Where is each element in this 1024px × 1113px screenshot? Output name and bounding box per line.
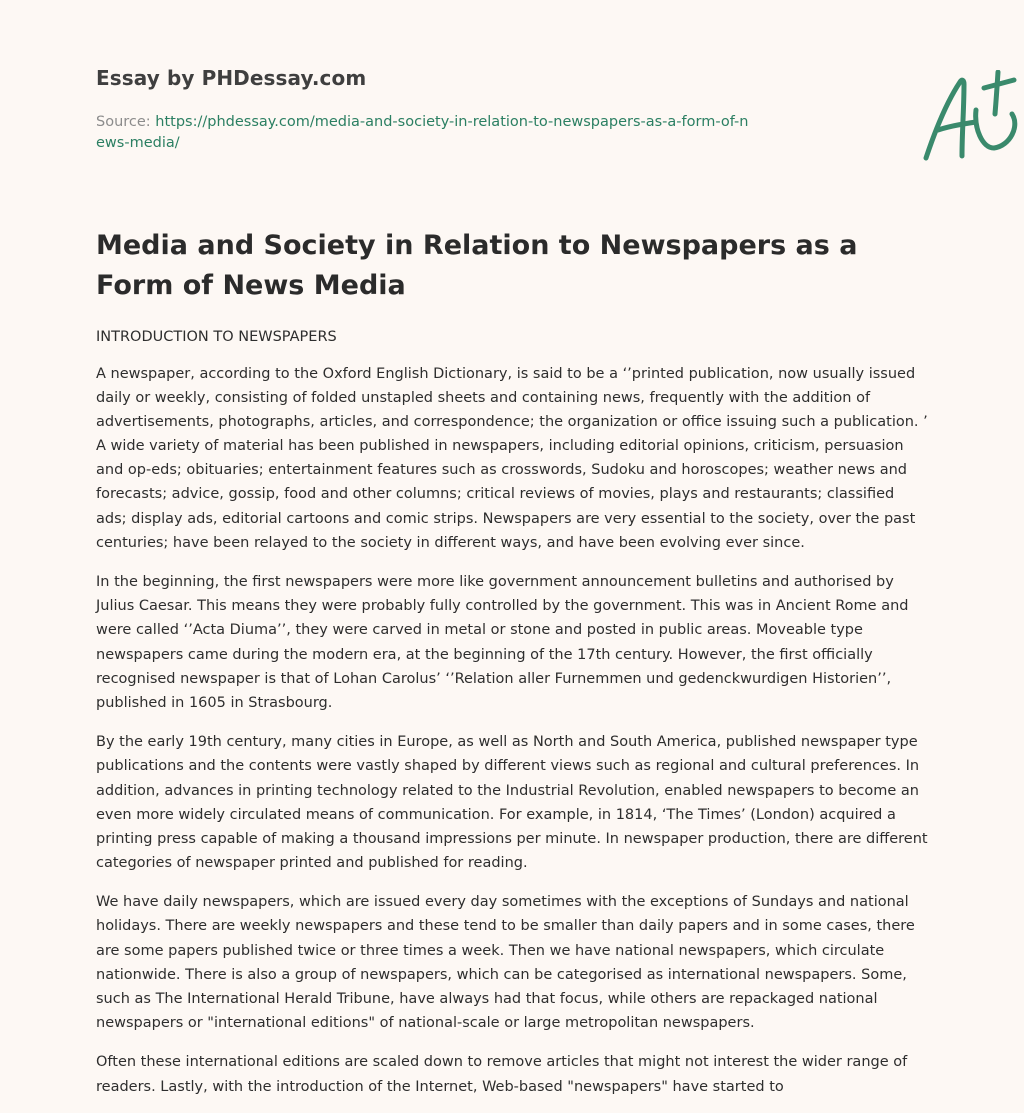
paragraph: By the early 19th century, many cities in Europe, as well as North and South America, published newspaper type publications and the contents were vastly shaped by different views such as regional and cultural preferences. In addition, advances in printing technology related to the Industrial Revolution, enabled newspapers to become an even more widely circulated means of communication. For example, in 1814, ‘The Times’ (London) acquired a printing press capable of making a thousand impressions per minute. In newspaper production, there are different categories of newspaper printed and published for reading. <box>96 734 928 871</box>
section-heading: INTRODUCTION TO NEWSPAPERS <box>96 329 337 345</box>
site-brand: Essay by PHDessay.com <box>96 66 367 90</box>
source-line <box>96 112 756 154</box>
a-plus-logo-icon <box>922 70 1022 164</box>
source-link[interactable]: https://phdessay.com/media-and-society-in-relation-to-newspapers-as-a-form-of-news-media/ <box>96 114 749 151</box>
paragraph: In the beginning, the first newspapers were more like government announcement bulletins and authorised by Julius Caesar. This means they were probably fully controlled by the government. This was in Ancient Rome and were called ‘’Acta Diuma’’, they were carved in metal or stone and posted in public areas. Moveable type newspapers came during the modern era, at the beginning of the 17th century. However, the first officially recognised newspaper is that of Lohan Carolus’ ‘’Relation aller Furnemmen und gedenckwurdigen Historien’’, published in 1605 in Strasbourg. <box>96 574 909 711</box>
paragraph: A newspaper, according to the Oxford English Dictionary, is said to be a ‘’printed publication, now usually issued daily or weekly, consisting of folded unstapled sheets and containing news, frequently with the addition of advertisements, photographs, articles, and correspondence; the organization or office issuing such a publication. ’ A wide variety of material has been published in newspapers, including editorial opinions, criticism, persuasion and op-eds; obituaries; entertainment features such as crosswords, Sudoku and horoscopes; weather news and forecasts; advice, gossip, food and other columns; critical reviews of movies, plays and restaurants; classified ads; display ads, editorial cartoons and comic strips. Newspapers are very essential to the society, over the past centuries; have been relayed to the society in different ways, and have been evolving ever since. <box>96 366 928 551</box>
article-body <box>96 362 928 1113</box>
source-label: Source: <box>96 114 151 130</box>
paragraph: Often these international editions are scaled down to remove articles that might not interest the wider range of readers. Lastly, with the introduction of the Internet, Web-based "newspapers" have started to <box>96 1054 908 1095</box>
article-title: Media and Society in Relation to Newspapers as a Form of News Media <box>96 230 858 301</box>
paragraph: We have daily newspapers, which are issued every day sometimes with the exceptions of Sundays and national holidays. There are weekly newspapers and these tend to be smaller than daily papers and in some cases, there are some papers published twice or three times a week. Then we have national newspapers, which circulate nationwide. There is also a group of newspapers, which can be categorised as international newspapers. Some, such as The International Herald Tribune, have always had that focus, while others are repackaged national newspapers or "international editions" of national-scale or large metropolitan newspapers. <box>96 894 915 1031</box>
essay-page <box>96 0 928 1113</box>
